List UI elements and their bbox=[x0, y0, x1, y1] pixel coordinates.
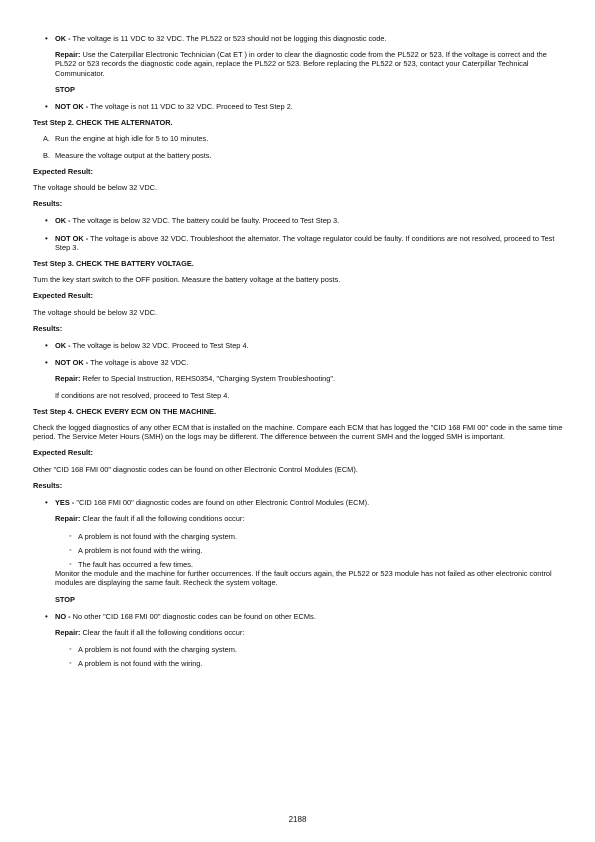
step-item bbox=[33, 134, 563, 143]
item-text: Other "CID 168 FMI 00" diagnostic codes can be found on other Electronic Control Modules (ECM). bbox=[33, 464, 358, 474]
item-label: Repair: bbox=[55, 50, 81, 60]
item-text: Refer to Special Instruction, REHS0354, "Charging System Troubleshooting". bbox=[80, 374, 336, 384]
item-text: Turn the key start switch to the OFF position. Measure the battery voltage at the battery posts. bbox=[33, 275, 341, 285]
item-label: Repair: bbox=[55, 514, 81, 524]
item-text: A problem is not found with the wiring. bbox=[78, 659, 203, 669]
sub-bullet-item bbox=[33, 546, 563, 555]
paragraph bbox=[33, 423, 563, 441]
subheading bbox=[33, 199, 563, 208]
item-text: "CID 168 FMI 00" diagnostic codes are found on other Electronic Control Modules (ECM). bbox=[74, 498, 370, 508]
indented-paragraph bbox=[33, 374, 563, 383]
item-label: NOT OK - bbox=[55, 233, 89, 243]
page-number: 2188 bbox=[288, 815, 307, 824]
bullet-item bbox=[33, 358, 563, 367]
bullet-item bbox=[33, 341, 563, 350]
document-body bbox=[33, 26, 563, 669]
item-label: NOT OK - bbox=[55, 358, 89, 368]
indented-paragraph bbox=[33, 569, 563, 587]
sub-bullet-item bbox=[33, 532, 563, 541]
item-text: The voltage is above 32 VDC. Troubleshoot the alternator. The voltage regulator could be faulty. If conditions are not resolved, proceed to Test Step 3. bbox=[55, 233, 555, 252]
indented-paragraph bbox=[33, 628, 563, 637]
item-text: STOP bbox=[55, 594, 75, 604]
subheading bbox=[33, 167, 563, 176]
paragraph bbox=[33, 183, 563, 192]
item-text: A problem is not found with the charging system. bbox=[78, 531, 237, 541]
item-text: Use the Caterpillar Electronic Technician (Cat ET ) in order to clear the diagnostic code from the PL522 or 523. If the voltage is correct and the PL522 or 523 records the diagnostic code again, replace the PL522 or 523. Before replacing the PL522 or 523, contact your Caterpillar Technical Communicator. bbox=[55, 50, 547, 78]
item-text: The voltage should be below 32 VDC. bbox=[33, 307, 158, 317]
item-label: OK - bbox=[55, 341, 71, 351]
sub-bullet-item bbox=[33, 560, 563, 569]
stop-label bbox=[33, 85, 563, 94]
item-text: The voltage is below 32 VDC. Proceed to Test Step 4. bbox=[70, 341, 249, 351]
sub-bullet-item bbox=[33, 645, 563, 654]
item-label: OK - bbox=[55, 216, 71, 226]
subheading bbox=[33, 324, 563, 333]
item-text: The voltage is above 32 VDC. bbox=[88, 358, 189, 368]
subheading bbox=[33, 448, 563, 457]
step-item bbox=[33, 151, 563, 160]
item-text: A problem is not found with the charging system. bbox=[78, 645, 237, 655]
item-label: OK - bbox=[55, 34, 71, 43]
section-heading bbox=[33, 118, 563, 127]
indented-paragraph bbox=[33, 514, 563, 523]
item-text: The voltage is 11 VDC to 32 VDC. The PL522 or 523 should not be logging this diagnostic code. bbox=[70, 34, 387, 43]
item-text: Run the engine at high idle for 5 to 10 minutes. bbox=[55, 134, 209, 144]
item-text: Test Step 3. CHECK THE BATTERY VOLTAGE. bbox=[33, 259, 194, 269]
item-label: YES - bbox=[55, 498, 75, 508]
item-text: Expected Result: bbox=[33, 448, 93, 458]
subheading bbox=[33, 291, 563, 300]
stop-label bbox=[33, 595, 563, 604]
item-text: Results: bbox=[33, 480, 63, 490]
item-text: Test Step 4. CHECK EVERY ECM ON THE MACHINE. bbox=[33, 406, 217, 416]
item-text: Clear the fault if all the following conditions occur: bbox=[80, 514, 245, 524]
item-text: The fault has occurred a few times. bbox=[78, 559, 194, 569]
section-heading bbox=[33, 259, 563, 268]
item-text: Monitor the module and the machine for further occurrences. If the fault occurs again, the PL522 or 523 module has not failed as other electronic control modules are displaying the same fault. Recheck the system voltage. bbox=[55, 569, 552, 588]
paragraph bbox=[33, 465, 563, 474]
item-label: NOT OK - bbox=[55, 102, 89, 112]
section-heading bbox=[33, 407, 563, 416]
item-text: The voltage should be below 32 VDC. bbox=[33, 183, 158, 193]
item-text: If conditions are not resolved, proceed to Test Step 4. bbox=[55, 390, 230, 400]
item-text: Test Step 2. CHECK THE ALTERNATOR. bbox=[33, 118, 173, 128]
sub-bullet-item bbox=[33, 659, 563, 668]
step-letter: A. bbox=[43, 134, 50, 144]
bullet-item bbox=[33, 216, 563, 225]
item-text: STOP bbox=[55, 84, 75, 94]
bullet-item bbox=[33, 234, 563, 252]
item-text: Results: bbox=[33, 323, 63, 333]
paragraph bbox=[33, 275, 563, 284]
paragraph bbox=[33, 308, 563, 317]
indented-paragraph bbox=[33, 391, 563, 400]
item-text: Expected Result: bbox=[33, 166, 93, 176]
item-text: A problem is not found with the wiring. bbox=[78, 545, 203, 555]
item-text: Check the logged diagnostics of any other ECM that is installed on the machine. Compare each ECM that has logged the "CID 168 FMI 00" code in the same time period. The Service Meter Hours (SMH) on the logs may be different. The difference between the current SMH and the logged SMH is important. bbox=[33, 423, 563, 442]
subheading bbox=[33, 481, 563, 490]
item-text: No other "CID 168 FMI 00" diagnostic codes can be found on other ECMs. bbox=[70, 611, 316, 621]
item-text: Expected Result: bbox=[33, 291, 93, 301]
bullet-item bbox=[33, 102, 563, 111]
bullet-item bbox=[33, 498, 563, 507]
item-label: Repair: bbox=[55, 627, 81, 637]
item-text: Clear the fault if all the following conditions occur: bbox=[80, 627, 245, 637]
item-text: Measure the voltage output at the battery posts. bbox=[55, 150, 212, 160]
item-text: Results: bbox=[33, 199, 63, 209]
item-label: Repair: bbox=[55, 374, 81, 384]
item-label: NO - bbox=[55, 611, 71, 621]
item-text: The voltage is below 32 VDC. The battery could be faulty. Proceed to Test Step 3. bbox=[70, 216, 340, 226]
bullet-item bbox=[33, 34, 563, 43]
item-text: The voltage is not 11 VDC to 32 VDC. Proceed to Test Step 2. bbox=[88, 102, 293, 112]
step-letter: B. bbox=[43, 150, 50, 160]
bullet-item bbox=[33, 612, 563, 621]
indented-paragraph bbox=[33, 50, 563, 78]
